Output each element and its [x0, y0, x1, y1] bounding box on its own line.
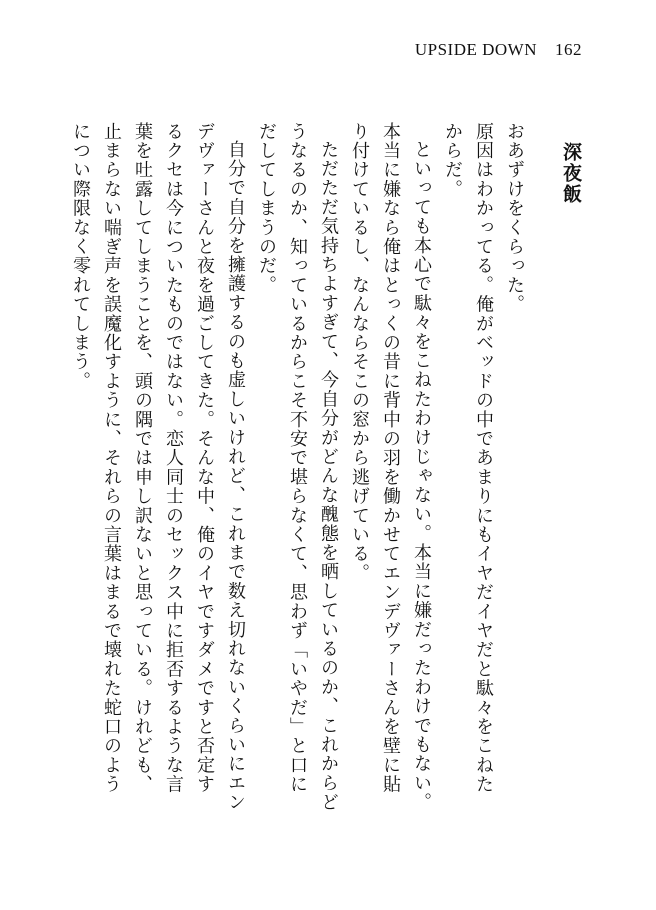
paragraph: おあずけをくらった。 — [504, 122, 525, 314]
paragraph: 原因はわかってる。俺がベッドの中であまりにもイヤだイヤだと駄々をこねたからだ。 — [442, 122, 494, 794]
book-title: UPSIDE DOWN — [414, 40, 537, 59]
paragraph: といっても本心で駄々をこねたわけじゃない。本当に嫌だったわけでもない。本当に嫌なら俺はとっくの昔に背中の羽を働かせてエンデヴァーさんを壁に貼り付けているし、なんならそこの窓から逃げている。 — [349, 122, 432, 812]
chapter-title: 深夜飯 — [560, 142, 582, 205]
page-number: 162 — [555, 40, 582, 59]
paragraph: ただただ気持ちよすぎて、今自分がどんな醜態を晒しているのか、これからどうなるのか、知っているからこそ不安で堪らなくて、思わず「いやだ」と口にだしてしまうのだ。 — [256, 122, 339, 812]
body-text — [70, 122, 530, 812]
paragraph: 自分で自分を擁護するのも虚しいけれど、これまで数え切れないくらいにエンデヴァーさんと夜を過ごしてきた。そんな中、俺のイヤですダメですと否定するクセは今についたものではない。恋人同士のセックス中に拒否するような言葉を吐露してしまうことを、頭の隅では申し訳ないと思っている。けれども、止まらない喘ぎ声を誤魔化すように、それらの言葉はまるで壊れた蛇口のようについ際限なく零れてしまう。 — [70, 122, 246, 812]
running-header — [415, 40, 582, 60]
